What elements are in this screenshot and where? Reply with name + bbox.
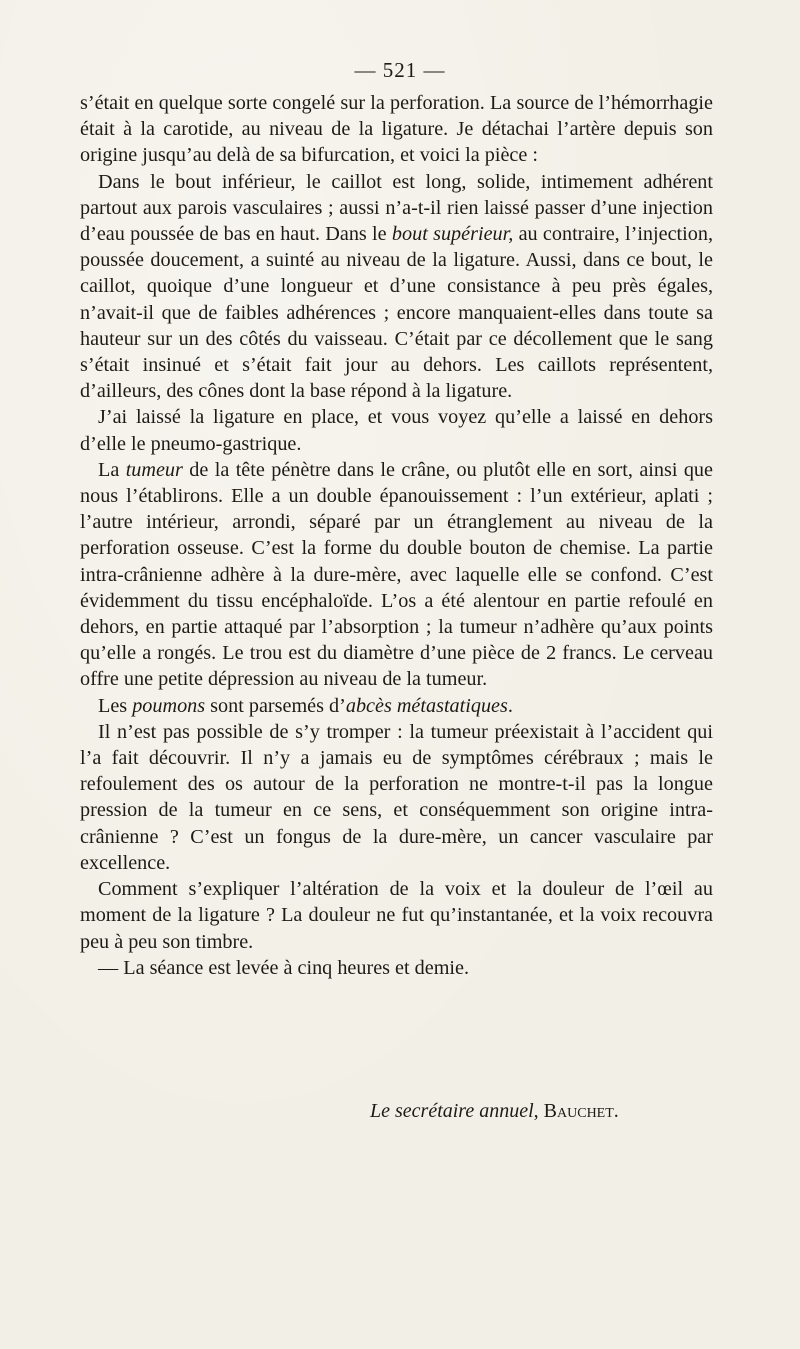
text-run: s’était en quelque sorte congelé sur la perforation. La source de l’hémorrhagie était à la carotide, au niveau de la ligature. Je détachai l’artère depuis son origine jusqu’au delà de sa bifurcation, et voici la pièce : [80, 92, 713, 167]
paragraph-1 [80, 169, 713, 405]
text-run: . [507, 694, 513, 717]
paragraph-0 [80, 90, 713, 169]
paragraph-5 [80, 719, 713, 876]
paragraph-4 [80, 693, 713, 719]
paragraph-6 [80, 876, 713, 955]
signature-name: Bauchet. [543, 1100, 619, 1122]
page-number: — 521 — [354, 58, 446, 82]
text-run: au contraire, l’injection, poussée doucement, a suinté au niveau de la ligature. Aussi, dans ce bout, le caillot, quoique d’une longueur et d’une consistance à peu près égales, n’avait-il que de faibles adhérences ; encore manquaient-elles dans toute sa hauteur sur un des côtés du vaisseau. C’était par ce décollement que le sang s’était insinué et s’était fait jour au dehors. Les caillots représentent, d’ailleurs, des cônes dont la base répond à la ligature. [80, 223, 714, 403]
text-run: Les [98, 694, 133, 717]
paragraph-2 [80, 404, 713, 456]
signature-line [370, 1098, 690, 1124]
italic-text: abcès métastatiques [345, 694, 508, 717]
italic-text: poumons [132, 694, 206, 717]
italic-text: bout supérieur, [391, 223, 514, 246]
text-run: J’ai laissé la ligature en place, et vous voyez qu’elle a laissé en dehors d’elle le pneumo-gastrique. [80, 406, 713, 455]
text-run: sont parsemés d’ [205, 694, 346, 717]
signature-role: Le secrétaire annuel [370, 1100, 534, 1122]
text-run: Dans le bout inférieur, le caillot est long, solide, intimement adhérent partout aux parois vasculaires ; aussi n’a-t-il rien laissé passer d’une injection d’eau poussée de bas en haut. Dans le [80, 170, 713, 246]
text-run: de la tête pénètre dans le crâne, ou plutôt elle en sort, ainsi que nous l’établirons. Elle a un double épanouissement : l’un extérieur, aplati ; l’autre intérieur, arrondi, séparé par un étranglement au niveau de la perforation osseuse. C’est la forme du double bouton de chemise. La partie intra-crânienne adhère à la dure-mère, avec laquelle elle se confond. C’est évidemment du tissu encéphaloïde. L’os a été alentour en partie refoulé en dehors, en partie attaqué par l’absorption ; la tumeur n’adhère qu’aux points qu’elle a rongés. Le trou est du diamètre d’une pièce de 2 francs. Le cerveau offre une petite dépression au niveau de la tumeur. [80, 458, 713, 691]
signature-separator: , [533, 1100, 544, 1122]
italic-text: tumeur [125, 458, 183, 481]
paragraph-7 [80, 955, 713, 981]
text-run: Comment s’expliquer l’altération de la voix et la douleur de l’œil au moment de la ligature ? La douleur ne fut qu’instantanée, et la voix recouvra peu à peu son timbre. [80, 878, 713, 953]
paragraph-3 [80, 457, 713, 693]
text-run: Il n’est pas possible de s’y tromper : la tumeur préexistait à l’accident qui l’a fait découvrir. Il n’y a jamais eu de symptômes cérébraux ; mais le refoulement des os autour de la perforation ne montre-t-il pas la longue pression de la tumeur en ce sens, et conséquemment son origine intra-crânienne ? C’est un fongus de la dure-mère, un cancer vasculaire par excellence. [80, 720, 713, 874]
text-run: La [98, 458, 126, 481]
body-text [80, 90, 713, 981]
text-run: — La séance est levée à cinq heures et demie. [98, 956, 470, 979]
